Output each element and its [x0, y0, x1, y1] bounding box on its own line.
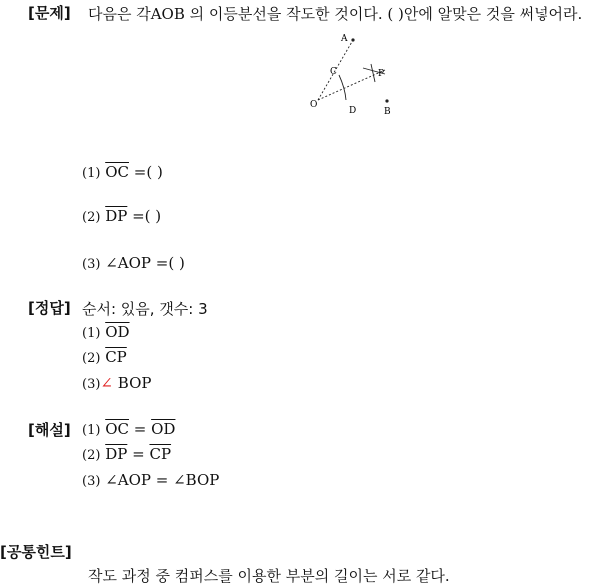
- problem-item-1: (1) $\overline{OC}$ =( ): [82, 163, 163, 181]
- hint-tag: [공통힌트]: [0, 543, 72, 561]
- arc-p2: [371, 64, 375, 82]
- answer-meta: 순서: 있음, 갯수: 3: [82, 300, 208, 318]
- explanation-tag: [해설]: [28, 421, 71, 439]
- explanation-item-2: (2) $\overline{DP} = \overline{CP}$: [82, 445, 172, 463]
- problem-item-2: (2) $\overline{DP}$ =( ): [82, 207, 162, 225]
- hint-text: 작도 과정 중 컴퍼스를 이용한 부분의 길이는 서로 같다.: [88, 567, 450, 585]
- answer-item-3: (3)∠ BOP: [82, 374, 152, 392]
- explanation-item-1: (1) $\overline{OC} = \overline{OD}$: [82, 420, 176, 438]
- angle-symbol: ∠: [100, 374, 113, 392]
- label-c: C: [330, 67, 337, 77]
- label-o: O: [310, 100, 318, 110]
- problem-text: 다음은 각AOB 의 이등분선을 작도한 것이다. ( )안에 알맞은 것을 써넣어라.: [88, 5, 583, 23]
- point-b: [385, 99, 388, 102]
- label-d: D: [349, 106, 357, 116]
- explanation-item-3: (3) ∠AOP = ∠BOP: [82, 471, 220, 489]
- problem-tag: [문제]: [28, 4, 71, 22]
- label-p: P: [378, 69, 385, 79]
- ray-op: [318, 70, 385, 100]
- label-a: A: [341, 34, 348, 44]
- answer-item-1: (1) $\overline{OD}$: [82, 323, 130, 341]
- bisector-figure: [305, 30, 405, 122]
- point-a: [351, 38, 354, 41]
- problem-item-3: (3) ∠AOP =( ): [82, 254, 185, 272]
- label-b: B: [384, 107, 391, 117]
- answer-item-2: (2) $\overline{CP}$: [82, 348, 127, 366]
- answer-tag: [정답]: [28, 299, 71, 317]
